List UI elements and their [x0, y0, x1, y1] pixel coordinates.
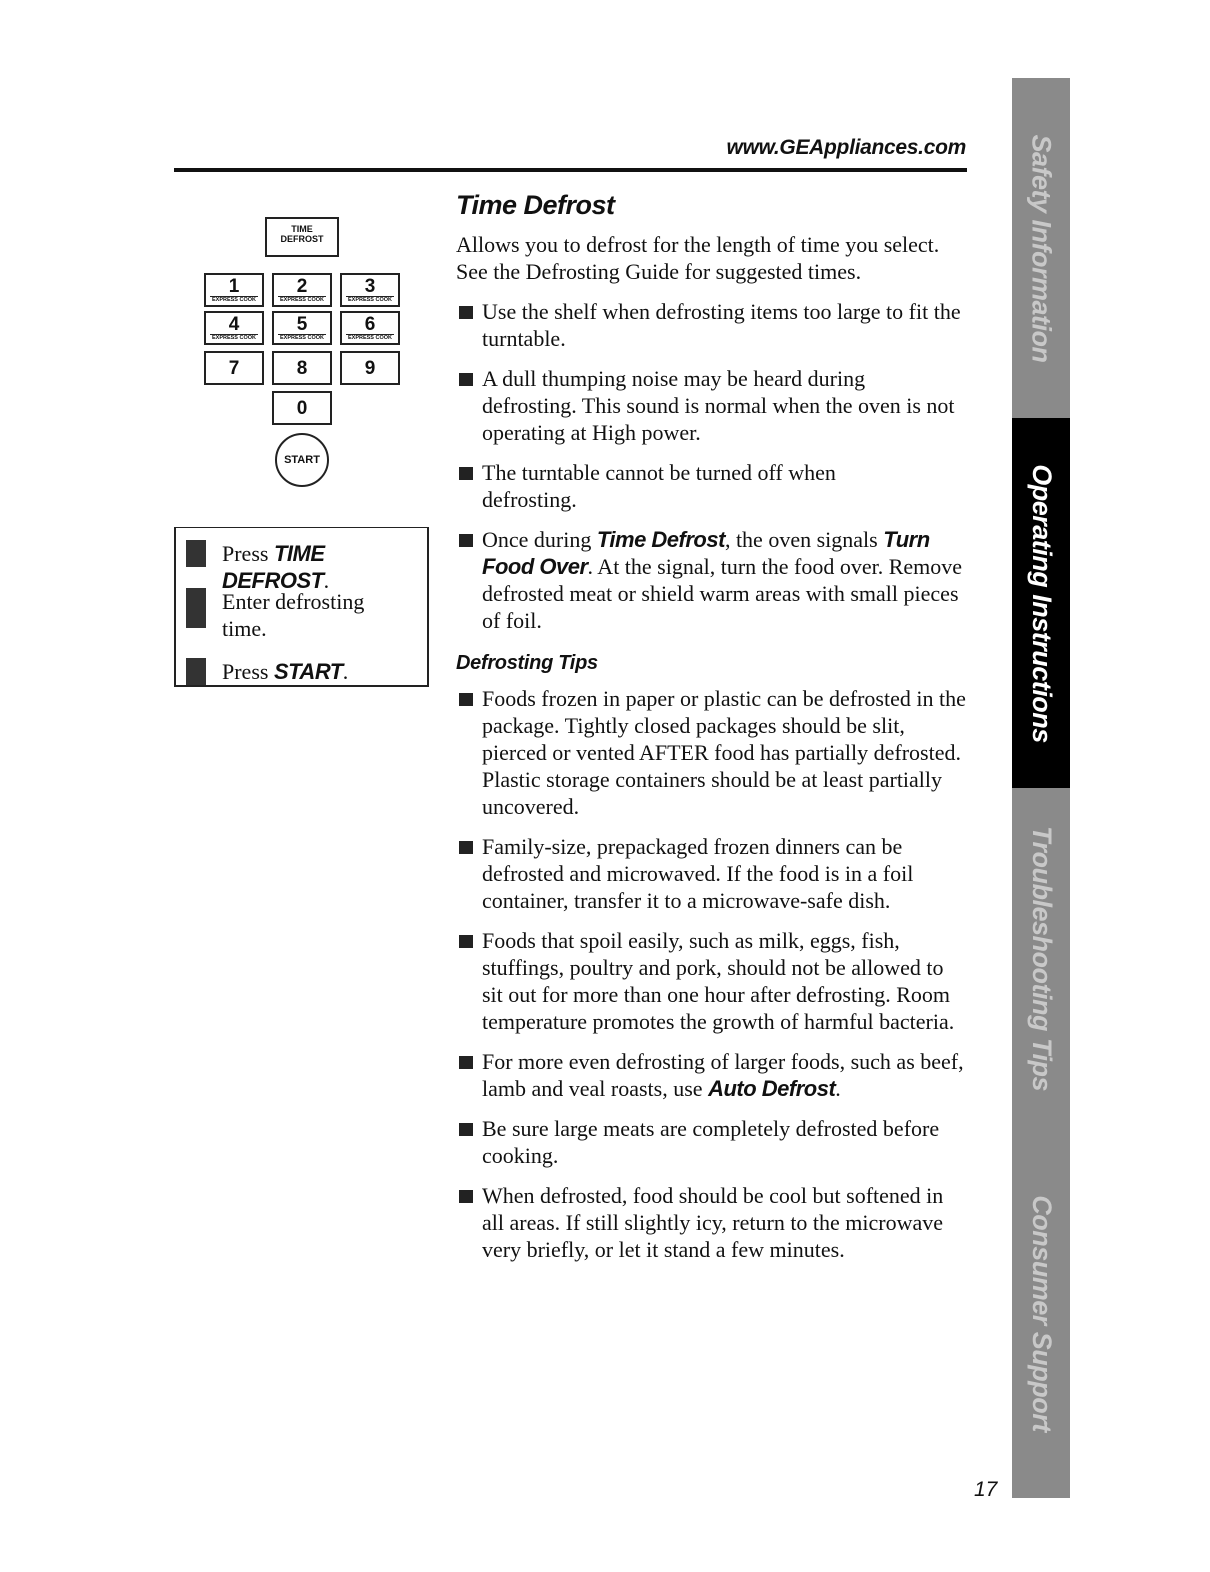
- list-item: For more even defrosting of larger foods, such as beef, lamb and veal roasts, use Auto Defrost.: [456, 1048, 982, 1102]
- step-1-prefix: Press: [222, 541, 274, 566]
- time-defrost-key-line1: TIME: [291, 224, 313, 234]
- step-3-badge: [186, 658, 206, 685]
- section-sidebar: [1012, 78, 1070, 1498]
- time-defrost-key: [265, 217, 339, 257]
- list-item: Once during Time Defrost, the oven signals Turn Food Over. At the signal, turn the food over. Remove defrosted meat or shield warm areas with small pieces of foil.: [456, 526, 972, 634]
- tab-consumer-support: Consumer Support: [1012, 1128, 1070, 1498]
- list-item: Foods frozen in paper or plastic can be defrosted in the package. Tightly closed packages should be slit, pierced or vented AFTER food has partially defrosted. Plastic storage containers should be at least partially uncovered.: [456, 685, 972, 820]
- keypad-key-9: 9: [340, 351, 400, 385]
- tab-operating-instructions: Operating Instructions: [1012, 418, 1070, 788]
- keypad-key-7: 7: [204, 351, 264, 385]
- header-rule: [174, 168, 967, 172]
- keypad-illustration: [174, 205, 424, 505]
- intro-paragraph: Allows you to defrost for the length of time you select. See the Defrosting Guide for suggested times.: [456, 232, 940, 284]
- list-item: Use the shelf when defrosting items too large to fit the turntable.: [456, 298, 962, 352]
- time-defrost-key-line2: DEFROST: [280, 234, 324, 244]
- main-content: [456, 190, 976, 1276]
- list-item: Family-size, prepackaged frozen dinners can be defrosted and microwaved. If the food is in a foil container, transfer it to a microwave-safe dish.: [456, 833, 972, 914]
- tab-safety-information: Safety Information: [1012, 78, 1070, 418]
- tips-heading: Defrosting Tips: [456, 652, 598, 674]
- step-1-badge: [186, 540, 206, 567]
- step-3-emph: START: [273, 659, 343, 684]
- page-number: 17: [974, 1478, 998, 1501]
- list-item: Be sure large meats are completely defrosted before cooking.: [456, 1115, 952, 1169]
- step-1-emph: TIME DEFROST: [222, 541, 325, 593]
- keypad-key-0: 0: [272, 391, 332, 425]
- step-2-text: Enter defrosting time.: [222, 589, 365, 641]
- keypad-key-3: 3 EXPRESS COOK: [340, 273, 400, 307]
- steps-box: [174, 527, 429, 687]
- list-item: A dull thumping noise may be heard during defrosting. This sound is normal when the oven is not operating at High power.: [456, 365, 962, 446]
- keypad-key-2: 2 EXPRESS COOK: [272, 273, 332, 307]
- list-item: When defrosted, food should be cool but softened in all areas. If still slightly icy, return to the microwave very briefly, or let it stand a few minutes.: [456, 1182, 952, 1263]
- keypad-key-1: 1 EXPRESS COOK: [204, 273, 264, 307]
- tab-troubleshooting-tips: Troubleshooting Tips: [1012, 788, 1070, 1128]
- keypad-key-4: 4 EXPRESS COOK: [204, 311, 264, 345]
- keypad-key-5: 5 EXPRESS COOK: [272, 311, 332, 345]
- keypad-key-6: 6 EXPRESS COOK: [340, 311, 400, 345]
- website-url: www.GEAppliances.com: [726, 136, 966, 159]
- step-1-suffix: .: [323, 568, 330, 593]
- list-item: The turntable cannot be turned off when defrosting.: [456, 459, 922, 513]
- step-3-suffix: .: [342, 659, 349, 684]
- list-item: Foods that spoil easily, such as milk, eggs, fish, stuffings, poultry and pork, should not be allowed to sit out for more than one hour after defrosting. Room temperature promotes the growth of harmful bacteria.: [456, 927, 962, 1035]
- start-button-illustration: [275, 433, 329, 487]
- step-2-badge: [186, 588, 206, 628]
- page-title: Time Defrost: [456, 190, 615, 220]
- step-3-prefix: Press: [222, 659, 274, 684]
- start-label: START: [284, 454, 320, 466]
- keypad-key-8: 8: [272, 351, 332, 385]
